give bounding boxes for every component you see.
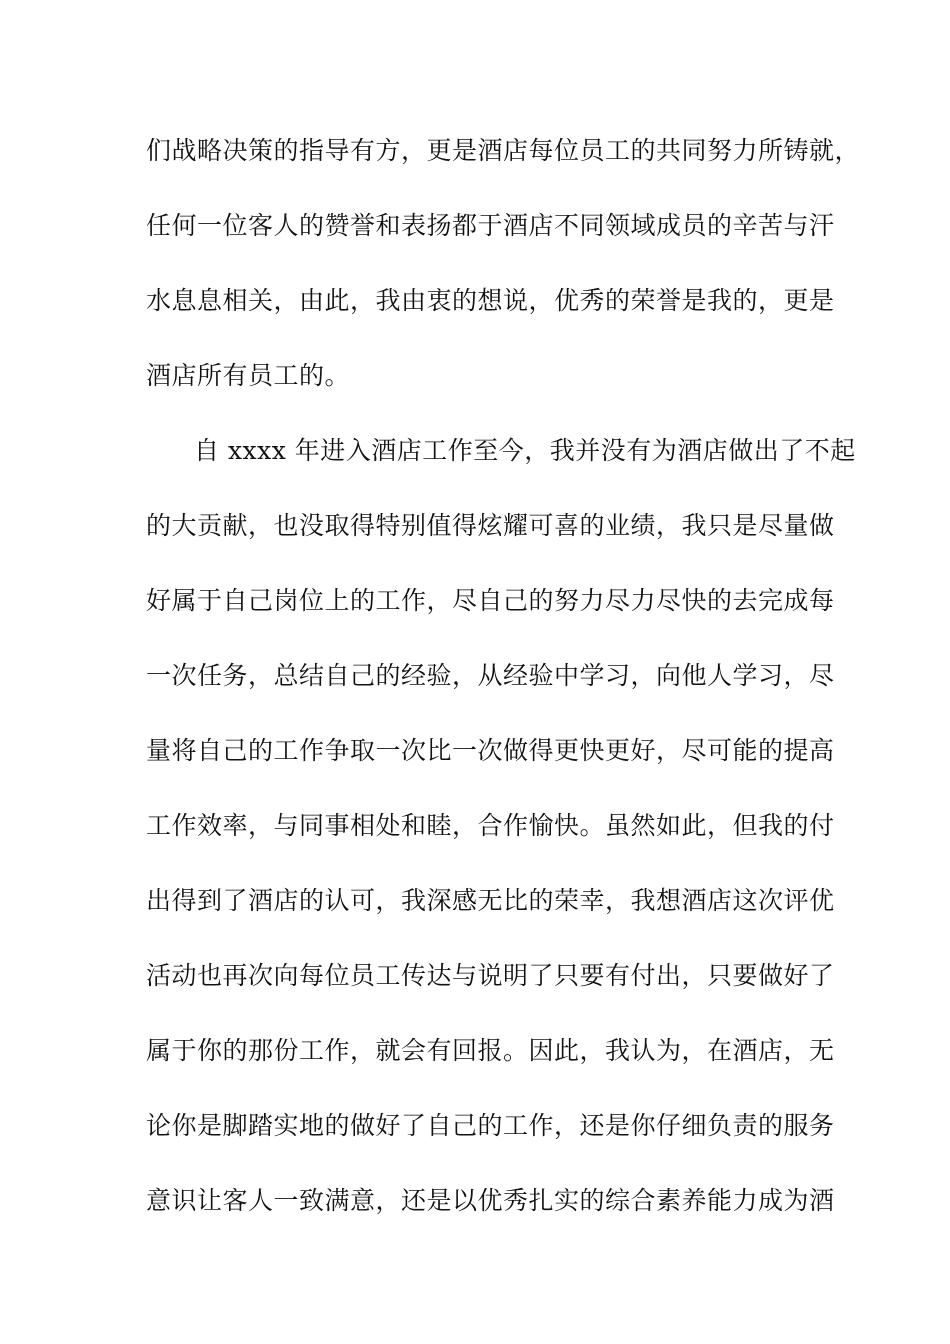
- text-line-14: 论你是脚踏实地的做好了自己的工作，还是你仔细负责的服务: [146, 1111, 835, 1140]
- text-line-1: 们战略决策的指导有方，更是酒店每位员工的共同努力所铸就，: [146, 136, 861, 165]
- text-line-9: 量将自己的工作争取一次比一次做得更快更好，尽可能的提高: [146, 736, 835, 765]
- text-line-10: 工作效率，与同事相处和睦，合作愉快。虽然如此，但我的付: [146, 811, 835, 840]
- text-line-11: 出得到了酒店的认可，我深感无比的荣幸，我想酒店这次评优: [146, 886, 835, 915]
- text-line-12: 活动也再次向每位员工传达与说明了只要有付出，只要做好了: [146, 961, 835, 990]
- text-line-8: 一次任务，总结自己的经验，从经验中学习，向他人学习，尽: [146, 661, 835, 690]
- text-line-3: 水息息相关，由此，我由衷的想说，优秀的荣誉是我的，更是: [146, 286, 835, 315]
- text-line-13: 属于你的那份工作，就会有回报。因此，我认为，在酒店，无: [146, 1036, 835, 1065]
- text-line-15: 意识让客人一致满意，还是以优秀扎实的综合素养能力成为酒: [146, 1186, 835, 1215]
- text-line-2: 任何一位客人的赞誉和表扬都于酒店不同领域成员的辛苦与汗: [146, 211, 835, 240]
- text-line-4: 酒店所有员工的。: [146, 361, 351, 390]
- text-line-7: 好属于自己岗位上的工作，尽自己的努力尽力尽快的去完成每: [146, 586, 835, 615]
- text-line-6: 的大贡献，也没取得特别值得炫耀可喜的业绩，我只是尽量做: [146, 511, 835, 540]
- text-line-5: 自 xxxx 年进入酒店工作至今，我并没有为酒店做出了不起: [194, 436, 856, 465]
